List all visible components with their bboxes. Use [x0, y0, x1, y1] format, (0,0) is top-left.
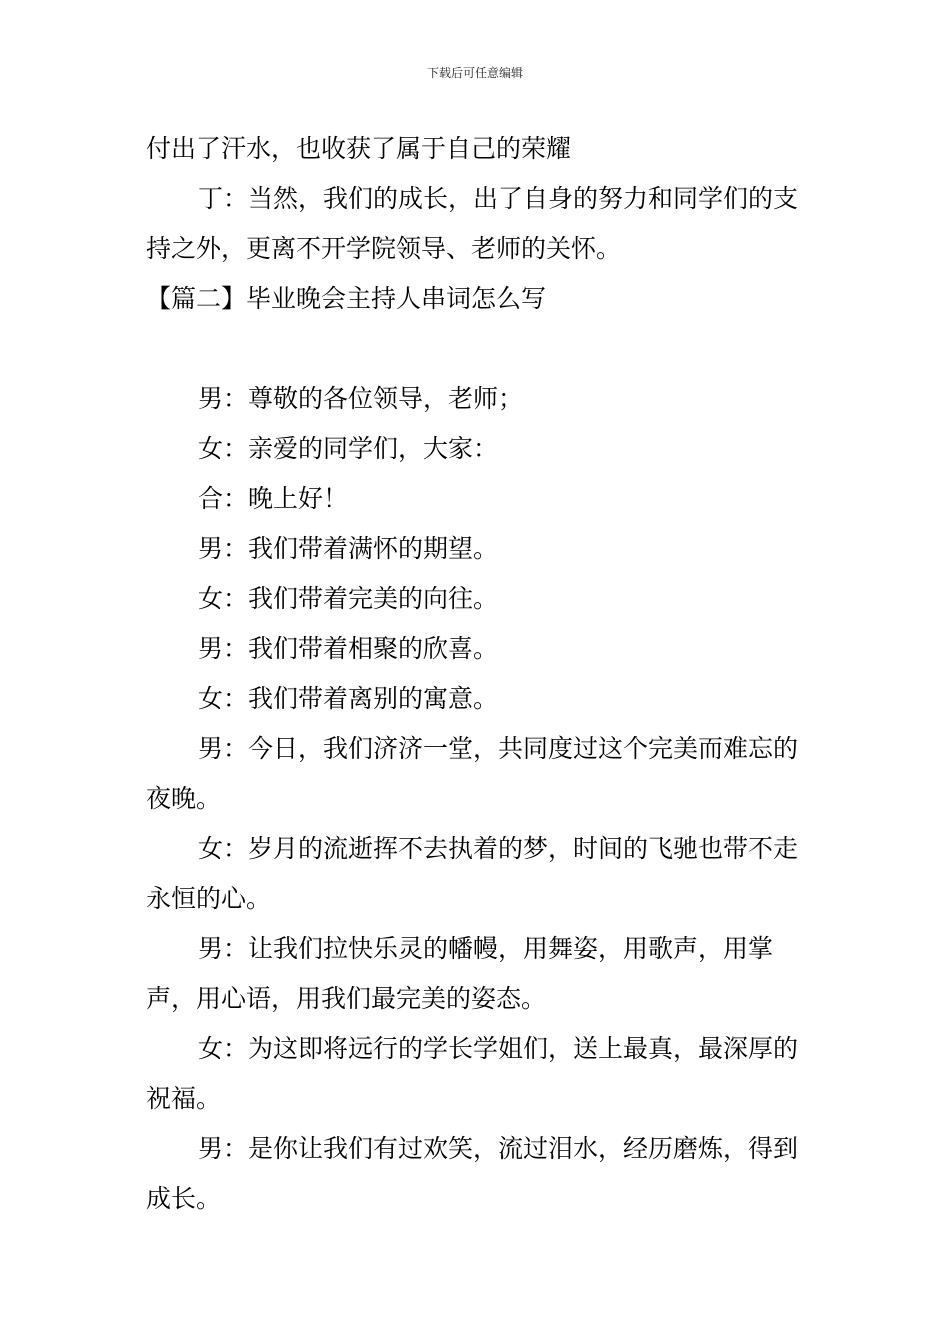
document-body — [146, 124, 810, 1224]
dialogue-line: 女：岁月的流逝挥不去执着的梦，时间的飞驰也带不走永恒的心。 — [146, 834, 799, 913]
dialogue-line: 女：为这即将远行的学长学姐们，送上最真，最深厚的祝福。 — [146, 1034, 799, 1113]
dialogue-line: 合：晚上好！ — [198, 484, 349, 513]
paragraph-continuation: 付出了汗水，也收获了属于自己的荣耀 — [146, 134, 572, 163]
section-heading: 【篇二】毕业晚会主持人串词怎么写 — [146, 284, 547, 313]
page-header-note: 下载后可任意编辑 — [426, 66, 523, 80]
dialogue-line: 女：亲爱的同学们，大家： — [198, 434, 499, 463]
dialogue-line: 男：今日，我们济济一堂，共同度过这个完美而难忘的夜晚。 — [146, 734, 799, 813]
dialogue-line: 女：我们带着离别的寓意。 — [198, 684, 499, 713]
dialogue-line: 男：让我们拉快乐灵的幡幔，用舞姿，用歌声，用掌声，用心语，用我们最完美的姿态。 — [146, 934, 774, 1013]
paragraph-ding: 丁：当然，我们的成长，出了自身的努力和同学们的支持之外，更离不开学院领导、老师的关怀。 — [146, 184, 799, 263]
dialogue-line: 男：是你让我们有过欢笑，流过泪水，经历磨炼，得到成长。 — [146, 1134, 799, 1213]
dialogue-line: 男：我们带着相聚的欣喜。 — [198, 634, 499, 663]
dialogue-line: 男：我们带着满怀的期望。 — [198, 534, 499, 563]
dialogue-line: 女：我们带着完美的向往。 — [198, 584, 499, 613]
dialogue-line: 男：尊敬的各位领导，老师； — [198, 384, 524, 413]
blank-line — [146, 324, 810, 374]
